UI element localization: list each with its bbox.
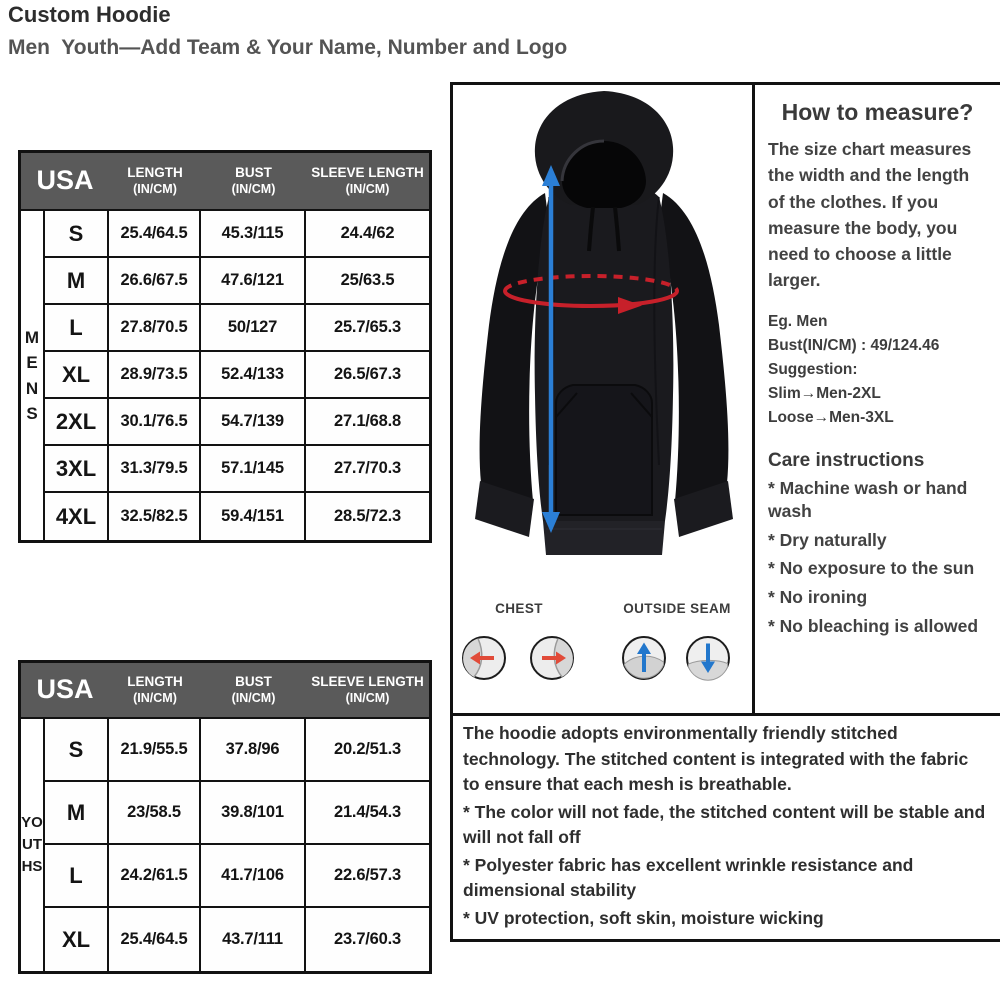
info-panel xyxy=(450,82,1000,942)
care-item: * No ironing xyxy=(768,587,868,608)
sleeve-cell: 24.4/62 xyxy=(306,211,429,258)
length-cell: 28.9/73.5 xyxy=(109,352,201,399)
youths-size-chart xyxy=(18,660,432,974)
size-cell: 2XL xyxy=(45,399,109,446)
bust-cell: 52.4/133 xyxy=(201,352,306,399)
length-cell: 32.5/82.5 xyxy=(109,493,201,540)
product-description-box xyxy=(453,713,1000,942)
size-cell: M xyxy=(45,782,109,845)
sleeve-cell: 21.4/54.3 xyxy=(306,782,429,845)
length-cell: 27.8/70.5 xyxy=(109,305,201,352)
length-cell: 21.9/55.5 xyxy=(109,719,201,782)
bust-cell: 37.8/96 xyxy=(201,719,306,782)
size-cell: L xyxy=(45,845,109,908)
seam-arrow-down-icon xyxy=(685,635,731,681)
care-item: * No exposure to the sun xyxy=(768,558,975,579)
sleeve-cell: 20.2/51.3 xyxy=(306,719,429,782)
sleeve-cell: 23.7/60.3 xyxy=(306,908,429,971)
col-header-bust: BUST (IN/CM) xyxy=(201,663,306,719)
bust-cell: 47.6/121 xyxy=(201,258,306,305)
sleeve-cell: 27.7/70.3 xyxy=(306,446,429,493)
outside-seam-label: OUTSIDE SEAM xyxy=(623,601,731,616)
col-header-sleeve: SLEEVE LENGTH (IN/CM) xyxy=(306,663,429,719)
care-instructions-title: Care instructions xyxy=(768,449,925,471)
bust-cell: 54.7/139 xyxy=(201,399,306,446)
description-intro: The hoodie adopts environmentally friendly stitched technology. The stitched content is integrated with the fabric to ensure that each mesh is breathable. xyxy=(463,723,969,795)
page-title: Custom Hoodie xyxy=(8,2,171,27)
length-cell: 31.3/79.5 xyxy=(109,446,201,493)
example-line: Loose→Men-3XL xyxy=(768,408,894,426)
col-header-bust: BUST (IN/CM) xyxy=(201,153,306,211)
bust-cell: 39.8/101 xyxy=(201,782,306,845)
hoodie-measure-diagram xyxy=(453,85,755,713)
size-cell: S xyxy=(45,719,109,782)
chest-arrow-right-icon xyxy=(529,635,575,681)
hoodie-image xyxy=(453,85,755,593)
bust-cell: 50/127 xyxy=(201,305,306,352)
sleeve-cell: 27.1/68.8 xyxy=(306,399,429,446)
col-header-length: LENGTH (IN/CM) xyxy=(109,153,201,211)
how-to-measure-body: The size chart measures the width and the length of the clothes. If you measure the body, you need to choose a little larger. xyxy=(768,139,972,291)
size-cell: M xyxy=(45,258,109,305)
size-cell: 4XL xyxy=(45,493,109,540)
description-bullet: * The color will not fade, the stitched content will be stable and will not fall off xyxy=(463,801,986,848)
size-cell: XL xyxy=(45,352,109,399)
length-cell: 25.4/64.5 xyxy=(109,908,201,971)
size-cell: XL xyxy=(45,908,109,971)
example-line: Eg. Men xyxy=(768,312,828,330)
bust-cell: 43.7/111 xyxy=(201,908,306,971)
sleeve-cell: 22.6/57.3 xyxy=(306,845,429,908)
bust-cell: 57.1/145 xyxy=(201,446,306,493)
mens-size-chart xyxy=(18,150,432,543)
bust-cell: 41.7/106 xyxy=(201,845,306,908)
example-line: Suggestion: xyxy=(768,360,858,378)
bust-cell: 59.4/151 xyxy=(201,493,306,540)
size-cell: S xyxy=(45,211,109,258)
example-line: Slim→Men-2XL xyxy=(768,384,881,402)
chest-label: CHEST xyxy=(495,601,543,616)
seam-arrow-up-icon xyxy=(621,635,667,681)
length-cell: 30.1/76.5 xyxy=(109,399,201,446)
length-cell: 23/58.5 xyxy=(109,782,201,845)
sleeve-cell: 25.7/65.3 xyxy=(306,305,429,352)
col-header-sleeve: SLEEVE LENGTH (IN/CM) xyxy=(306,153,429,211)
chest-arrow-left-icon xyxy=(461,635,507,681)
group-label-youths: YOUTHS xyxy=(21,719,45,971)
sleeve-cell: 26.5/67.3 xyxy=(306,352,429,399)
description-bullet: * UV protection, soft skin, moisture wicking xyxy=(463,907,824,928)
size-cell: 3XL xyxy=(45,446,109,493)
example-line: Bust(IN/CM) : 49/124.46 xyxy=(768,336,940,354)
care-item: * Machine wash or hand wash xyxy=(768,477,968,522)
how-to-measure-panel xyxy=(755,85,1000,713)
care-item: * Dry naturally xyxy=(768,529,887,550)
length-cell: 24.2/61.5 xyxy=(109,845,201,908)
description-bullet: * Polyester fabric has excellent wrinkle resistance and dimensional stability xyxy=(463,854,914,901)
sleeve-cell: 28.5/72.3 xyxy=(306,493,429,540)
care-item: * No bleaching is allowed xyxy=(768,615,979,636)
col-header-usa: USA xyxy=(21,663,109,719)
sleeve-cell: 25/63.5 xyxy=(306,258,429,305)
col-header-length: LENGTH (IN/CM) xyxy=(109,663,201,719)
size-example-block xyxy=(768,310,987,430)
size-cell: L xyxy=(45,305,109,352)
bust-cell: 45.3/115 xyxy=(201,211,306,258)
length-cell: 26.6/67.5 xyxy=(109,258,201,305)
col-header-usa: USA xyxy=(21,153,109,211)
length-cell: 25.4/64.5 xyxy=(109,211,201,258)
page-subtitle: Men Youth—Add Team & Your Name, Number and Logo xyxy=(8,36,568,59)
how-to-measure-title: How to measure? xyxy=(781,99,974,125)
group-label-mens: MENS xyxy=(21,211,45,540)
